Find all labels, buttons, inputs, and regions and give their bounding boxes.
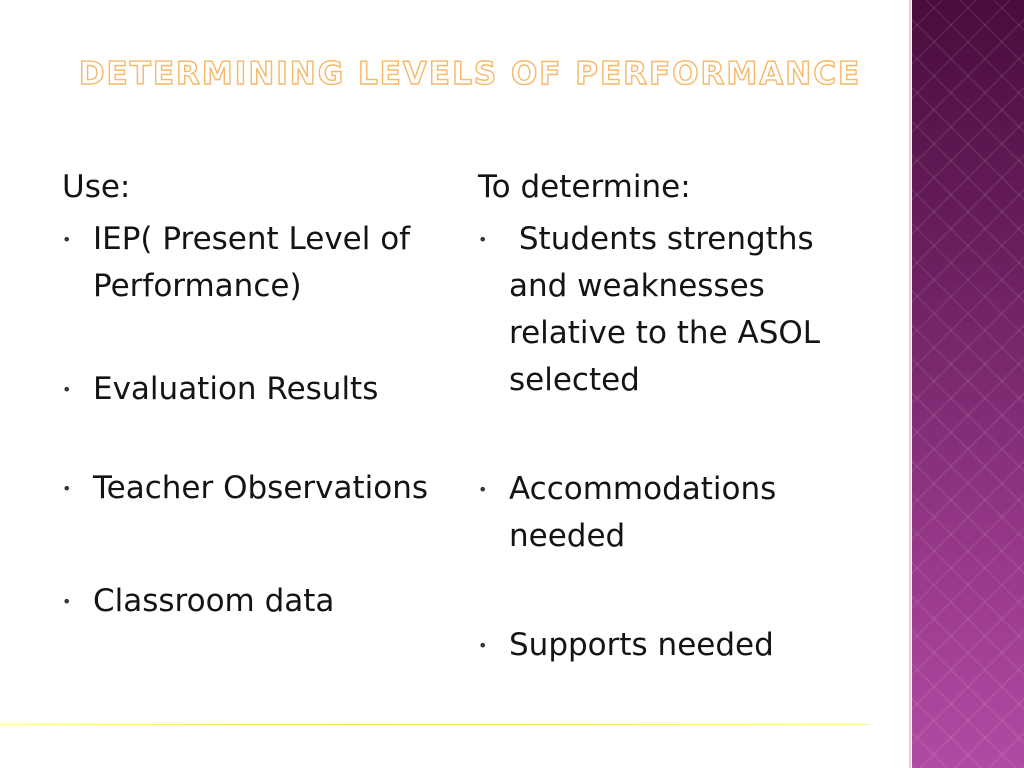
bullet-icon: •: [62, 380, 72, 399]
list-item: [478, 466, 878, 560]
decorative-sidebar: [912, 0, 1024, 768]
list-item: [478, 622, 878, 669]
sidebar-divider: [909, 0, 911, 768]
bullet-icon: •: [62, 479, 72, 498]
bullet-icon: •: [478, 230, 488, 249]
footer-rule: [0, 724, 870, 725]
right-bullet-list: [478, 216, 878, 669]
left-column: [62, 164, 442, 625]
list-item-text: Evaluation Results: [93, 371, 379, 407]
list-item: [62, 578, 442, 625]
list-item: [478, 216, 878, 404]
list-item-text: Supports needed: [509, 627, 774, 663]
list-item-text: Teacher Observations: [93, 470, 429, 506]
right-column-heading: To determine:: [478, 169, 691, 205]
left-column-heading: Use:: [62, 169, 131, 205]
list-item-text: Accommodations needed: [509, 471, 777, 554]
bullet-icon: •: [478, 636, 488, 655]
right-column: [478, 164, 878, 669]
list-item: [62, 366, 442, 413]
bullet-icon: •: [62, 592, 72, 611]
list-item: [62, 465, 442, 512]
bullet-icon: •: [62, 230, 72, 249]
slide-title: DETERMINING LEVELS OF PERFORMANCE: [78, 56, 862, 92]
list-item-text: Students strengths and weaknesses relative to the ASOL selected: [509, 221, 830, 398]
bullet-icon: •: [478, 480, 488, 499]
list-item-text: Classroom data: [93, 583, 335, 619]
list-item: [62, 216, 442, 310]
left-bullet-list: [62, 216, 442, 625]
list-item-text: IEP( Present Level of Performance): [93, 221, 411, 304]
